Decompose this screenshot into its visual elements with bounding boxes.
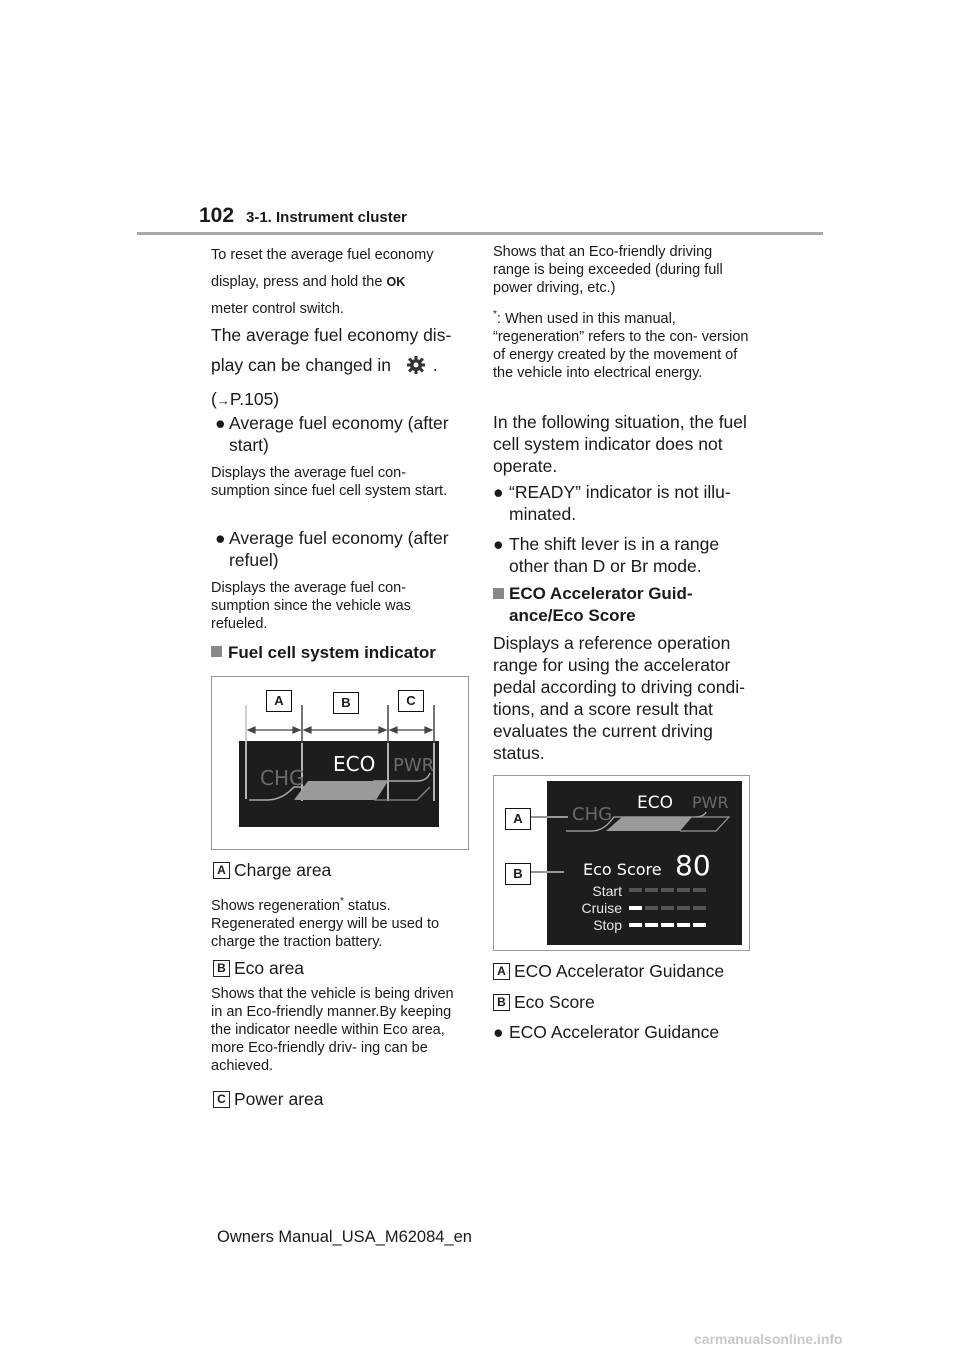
bullet-dot-icon: ● — [215, 528, 226, 548]
tag-b: B — [493, 994, 510, 1011]
avg-change-line-2-end: . — [432, 355, 438, 375]
fig2-eco-score-value: 80 — [675, 849, 711, 882]
bullet-dot-icon: ● — [493, 1022, 504, 1042]
avg-change-line-2 — [211, 354, 471, 380]
eco-desc: Displays a reference operation range for using the accelerator pedal according to driving condi- tions, and a score result that evaluates the current driving status. — [493, 633, 745, 763]
square-marker-icon — [211, 646, 222, 657]
reset-line-2 — [211, 273, 466, 291]
item-eco-guidance — [493, 960, 724, 982]
avg-change-line-2-text: play can be changed in — [211, 355, 391, 375]
page-ref-open: ( — [211, 389, 217, 409]
avg-change-text — [211, 324, 471, 412]
fig1-pwr: PWR — [393, 755, 435, 776]
square-marker-icon — [493, 588, 504, 599]
tag-b: B — [213, 960, 230, 977]
tag-a: A — [213, 862, 230, 879]
bullet-avg-after-start — [215, 412, 484, 456]
bullet-eco-guidance-text: ECO Accelerator Guidance — [509, 1022, 720, 1042]
bullet-2-text: Average fuel economy (after refuel) — [229, 528, 449, 570]
reset-text — [211, 246, 466, 318]
footnote — [493, 306, 749, 382]
item-charge-desc — [211, 893, 467, 951]
arrow-right-icon: → — [216, 393, 230, 408]
item-charge-area — [213, 859, 331, 881]
ok-label: OK — [386, 275, 406, 289]
footnote-star: * — [493, 309, 497, 320]
fig2-label-b: B — [505, 863, 531, 885]
fig1-label-b: B — [333, 692, 359, 714]
fig2-eco-score-label: Eco Score — [583, 860, 662, 879]
item-eco-score-text: Eco Score — [514, 992, 595, 1012]
heading-fuel-cell-indicator — [211, 642, 436, 664]
heading-eco-accelerator — [493, 583, 749, 627]
item-eco-area-text: Eco area — [234, 958, 305, 978]
fig1-label-c: C — [398, 690, 424, 712]
page-number: 102 — [199, 204, 235, 227]
bullet-eco-guidance — [493, 1021, 759, 1043]
item-power-area — [213, 1088, 324, 1110]
footnote-text: : When used in this manual, “regeneration” refers to the con- version of energy created by the movement of the vehicle into electrical energy. — [493, 310, 749, 381]
bullet-ready — [493, 481, 759, 525]
tag-a: A — [493, 963, 510, 980]
page-ref[interactable] — [211, 388, 471, 412]
reset-line-3: meter control switch. — [211, 301, 344, 317]
avg-change-line-1: The average fuel economy dis- — [211, 325, 452, 345]
charge-desc-3: Regenerated energy will be used to charge the traction battery. — [211, 915, 440, 950]
eco-guidance-figure — [493, 775, 750, 951]
fuel-cell-indicator-figure — [211, 676, 469, 850]
fig2-pwr: PWR — [692, 793, 729, 812]
fig2-start: Start — [592, 883, 622, 899]
power-area-desc: Shows that an Eco-friendly driving range is being exceeded (during full power driving, etc.) — [493, 244, 723, 296]
bullet-ready-text: “READY” indicator is not illu- minated. — [509, 482, 731, 524]
fig2-label-a: A — [505, 808, 531, 830]
gear-icon — [406, 355, 426, 380]
bullet-1-desc: Displays the average fuel con- sumption since fuel cell system start. — [211, 465, 448, 499]
reset-line-1: To reset the average fuel economy — [211, 247, 434, 263]
charge-desc-2: status. — [343, 897, 391, 914]
header-rule — [137, 232, 823, 235]
bullet-dot-icon: ● — [493, 534, 504, 554]
item-eco-guidance-text: ECO Accelerator Guidance — [514, 961, 725, 981]
item-power-area-text: Power area — [234, 1089, 324, 1109]
bullet-2-desc: Displays the average fuel con- sumption since the vehicle was refueled. — [211, 580, 411, 632]
bullet-1-text: Average fuel economy (after start) — [229, 413, 449, 455]
bullet-avg-after-refuel — [215, 527, 484, 571]
watermark: carmanualsonline.info — [694, 1331, 843, 1347]
item-eco-score — [493, 991, 595, 1013]
item-charge-area-text: Charge area — [234, 860, 332, 880]
heading-eco-text: ECO Accelerator Guid- ance/Eco Score — [509, 584, 693, 625]
bullet-shift — [493, 533, 759, 577]
charge-desc-1: Shows regeneration — [211, 897, 340, 914]
fig2-eco: ECO — [637, 793, 673, 813]
bullet-dot-icon: ● — [215, 413, 226, 433]
situation-text: In the following situation, the fuel cell system indicator does not operate. — [493, 412, 747, 476]
charge-desc-star: * — [339, 896, 344, 907]
heading-fuel-cell-text: Fuel cell system indicator — [228, 643, 436, 662]
item-eco-desc: Shows that the vehicle is being driven in an Eco-friendly manner.By keeping the indicator needle within Eco area, more Eco-friendly driv- ing can be achieved. — [211, 986, 454, 1074]
fig2-score-bars — [629, 885, 709, 935]
bullet-shift-text: The shift lever is in a range other than D or Br mode. — [509, 534, 720, 576]
fig2-stop: Stop — [593, 917, 622, 933]
fig2-cruise: Cruise — [581, 900, 622, 916]
fig1-label-a: A — [266, 690, 292, 712]
item-eco-area — [213, 957, 304, 979]
bullet-dot-icon: ● — [493, 482, 504, 502]
manual-id: Owners Manual_USA_M62084_en — [217, 1228, 472, 1246]
section-title: 3-1. Instrument cluster — [246, 209, 407, 226]
reset-line-2-text: display, press and hold the — [211, 274, 383, 290]
tag-c: C — [213, 1091, 230, 1108]
fig1-chg: CHG — [260, 766, 305, 790]
page-ref-text: P.105) — [229, 389, 280, 409]
fig1-eco: ECO — [333, 752, 376, 776]
fig2-chg: CHG — [572, 804, 613, 825]
